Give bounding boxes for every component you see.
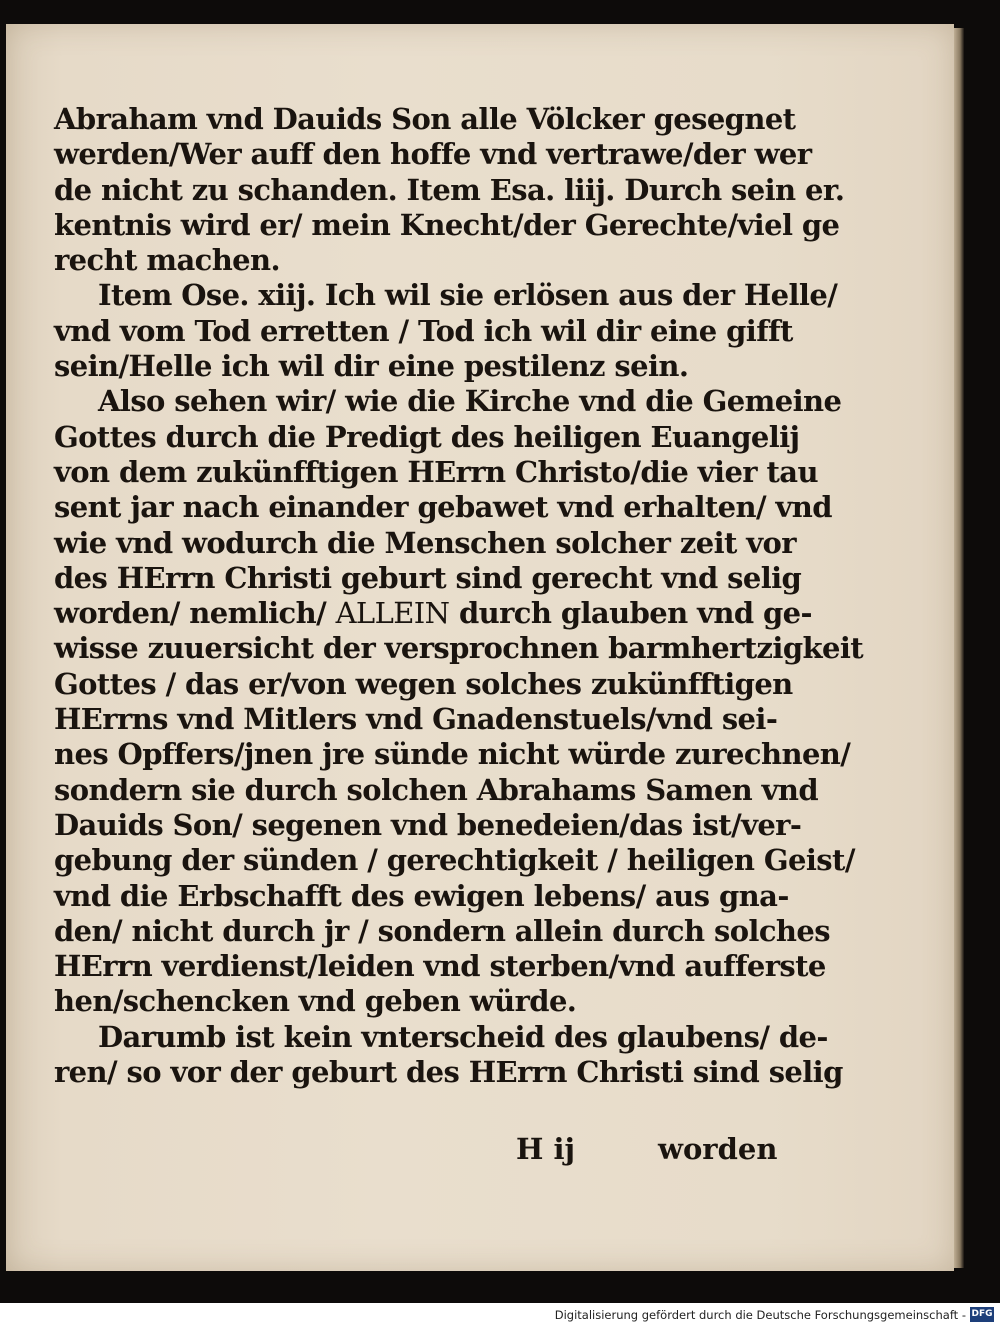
- dfg-logo[interactable]: DFG: [970, 1307, 994, 1322]
- text-line: des HErrn Christi geburt sind gerecht vnd selig: [54, 560, 802, 595]
- text-line: sent jar nach einander gebawet vnd erhalten/ vnd: [54, 490, 832, 525]
- text-line: werden/Wer auff den hoffe vnd vertrawe/der wer: [54, 137, 812, 172]
- text-line: von dem zukünfftigen HErrn Christo/die vier tau: [54, 454, 818, 489]
- text-line: HErrns vnd Mitlers vnd Gnadenstuels/vnd sei-: [54, 702, 778, 737]
- footer-bar: [0, 1303, 1000, 1327]
- text-line: sein/Helle ich wil dir eine pestilenz sein.: [54, 349, 689, 384]
- text-line: vnd vom Tod erretten / Tod ich wil dir eine gifft: [54, 313, 793, 348]
- funding-credit[interactable]: Digitalisierung gefördert durch die Deutsche Forschungsgemeinschaft -: [554, 1308, 966, 1322]
- text-line: gebung der sünden / gerechtigkeit / heiligen Geist/: [54, 843, 855, 878]
- text-line: Gottes / das er/von wegen solches zukünfftigen: [54, 666, 793, 701]
- text-line: kentnis wird er/ mein Knecht/der Gerechte/viel ge: [54, 207, 840, 242]
- text-line: Dauids Son/ segenen vnd benedeien/das ist/ver-: [54, 807, 802, 842]
- text-line: recht machen.: [54, 243, 281, 278]
- text-segment: durch glauben vnd ge-: [458, 596, 812, 631]
- page-footer-line: [6, 1132, 1000, 1172]
- paragraph-start-line: Item Ose. xiij. Ich wil sie erlösen aus der Helle/: [98, 278, 838, 313]
- text-line: wie vnd wodurch die Menschen solcher zeit vor: [54, 525, 796, 560]
- text-line: den/ nicht durch jr / sondern allein durch solches: [54, 913, 830, 948]
- text-line: vnd die Erbschafft des ewigen lebens/ aus gna-: [54, 878, 789, 913]
- page-text: [54, 102, 864, 1090]
- text-line: wisse zuuersicht der versprochnen barmhertzigkeit: [54, 631, 864, 666]
- text-line: Gottes durch die Predigt des heiligen Euangelij: [54, 419, 800, 454]
- catchword: worden: [658, 1132, 778, 1166]
- text-line: nes Opffers/jnen jre sünde nicht würde zurechnen/: [54, 737, 851, 772]
- paragraph-start-line: Also sehen wir/ wie die Kirche vnd die Gemeine: [98, 384, 842, 419]
- text-line-mixed: [54, 596, 812, 631]
- text-line: ren/ so vor der geburt des HErrn Christi sind selig: [54, 1055, 843, 1090]
- text-line: sondern sie durch solchen Abrahams Samen vnd: [54, 772, 819, 807]
- emphasis-word: ALLEIN: [335, 596, 450, 631]
- text-segment: worden/ nemlich/: [54, 596, 327, 631]
- paragraph-start-line: Darumb ist kein vnterscheid des glaubens/ de-: [98, 1019, 828, 1054]
- text-line: hen/schencken vnd geben würde.: [54, 984, 577, 1019]
- signature-mark: H ij: [516, 1132, 576, 1166]
- text-line: Abraham vnd Dauids Son alle Völcker gesegnet: [54, 102, 796, 136]
- text-line: HErrn verdienst/leiden vnd sterben/vnd aufferste: [54, 949, 826, 984]
- page-edge-shadow: [954, 28, 964, 1268]
- book-page: [6, 24, 954, 1271]
- text-line: de nicht zu schanden. Item Esa. liij. Durch sein er.: [54, 172, 845, 207]
